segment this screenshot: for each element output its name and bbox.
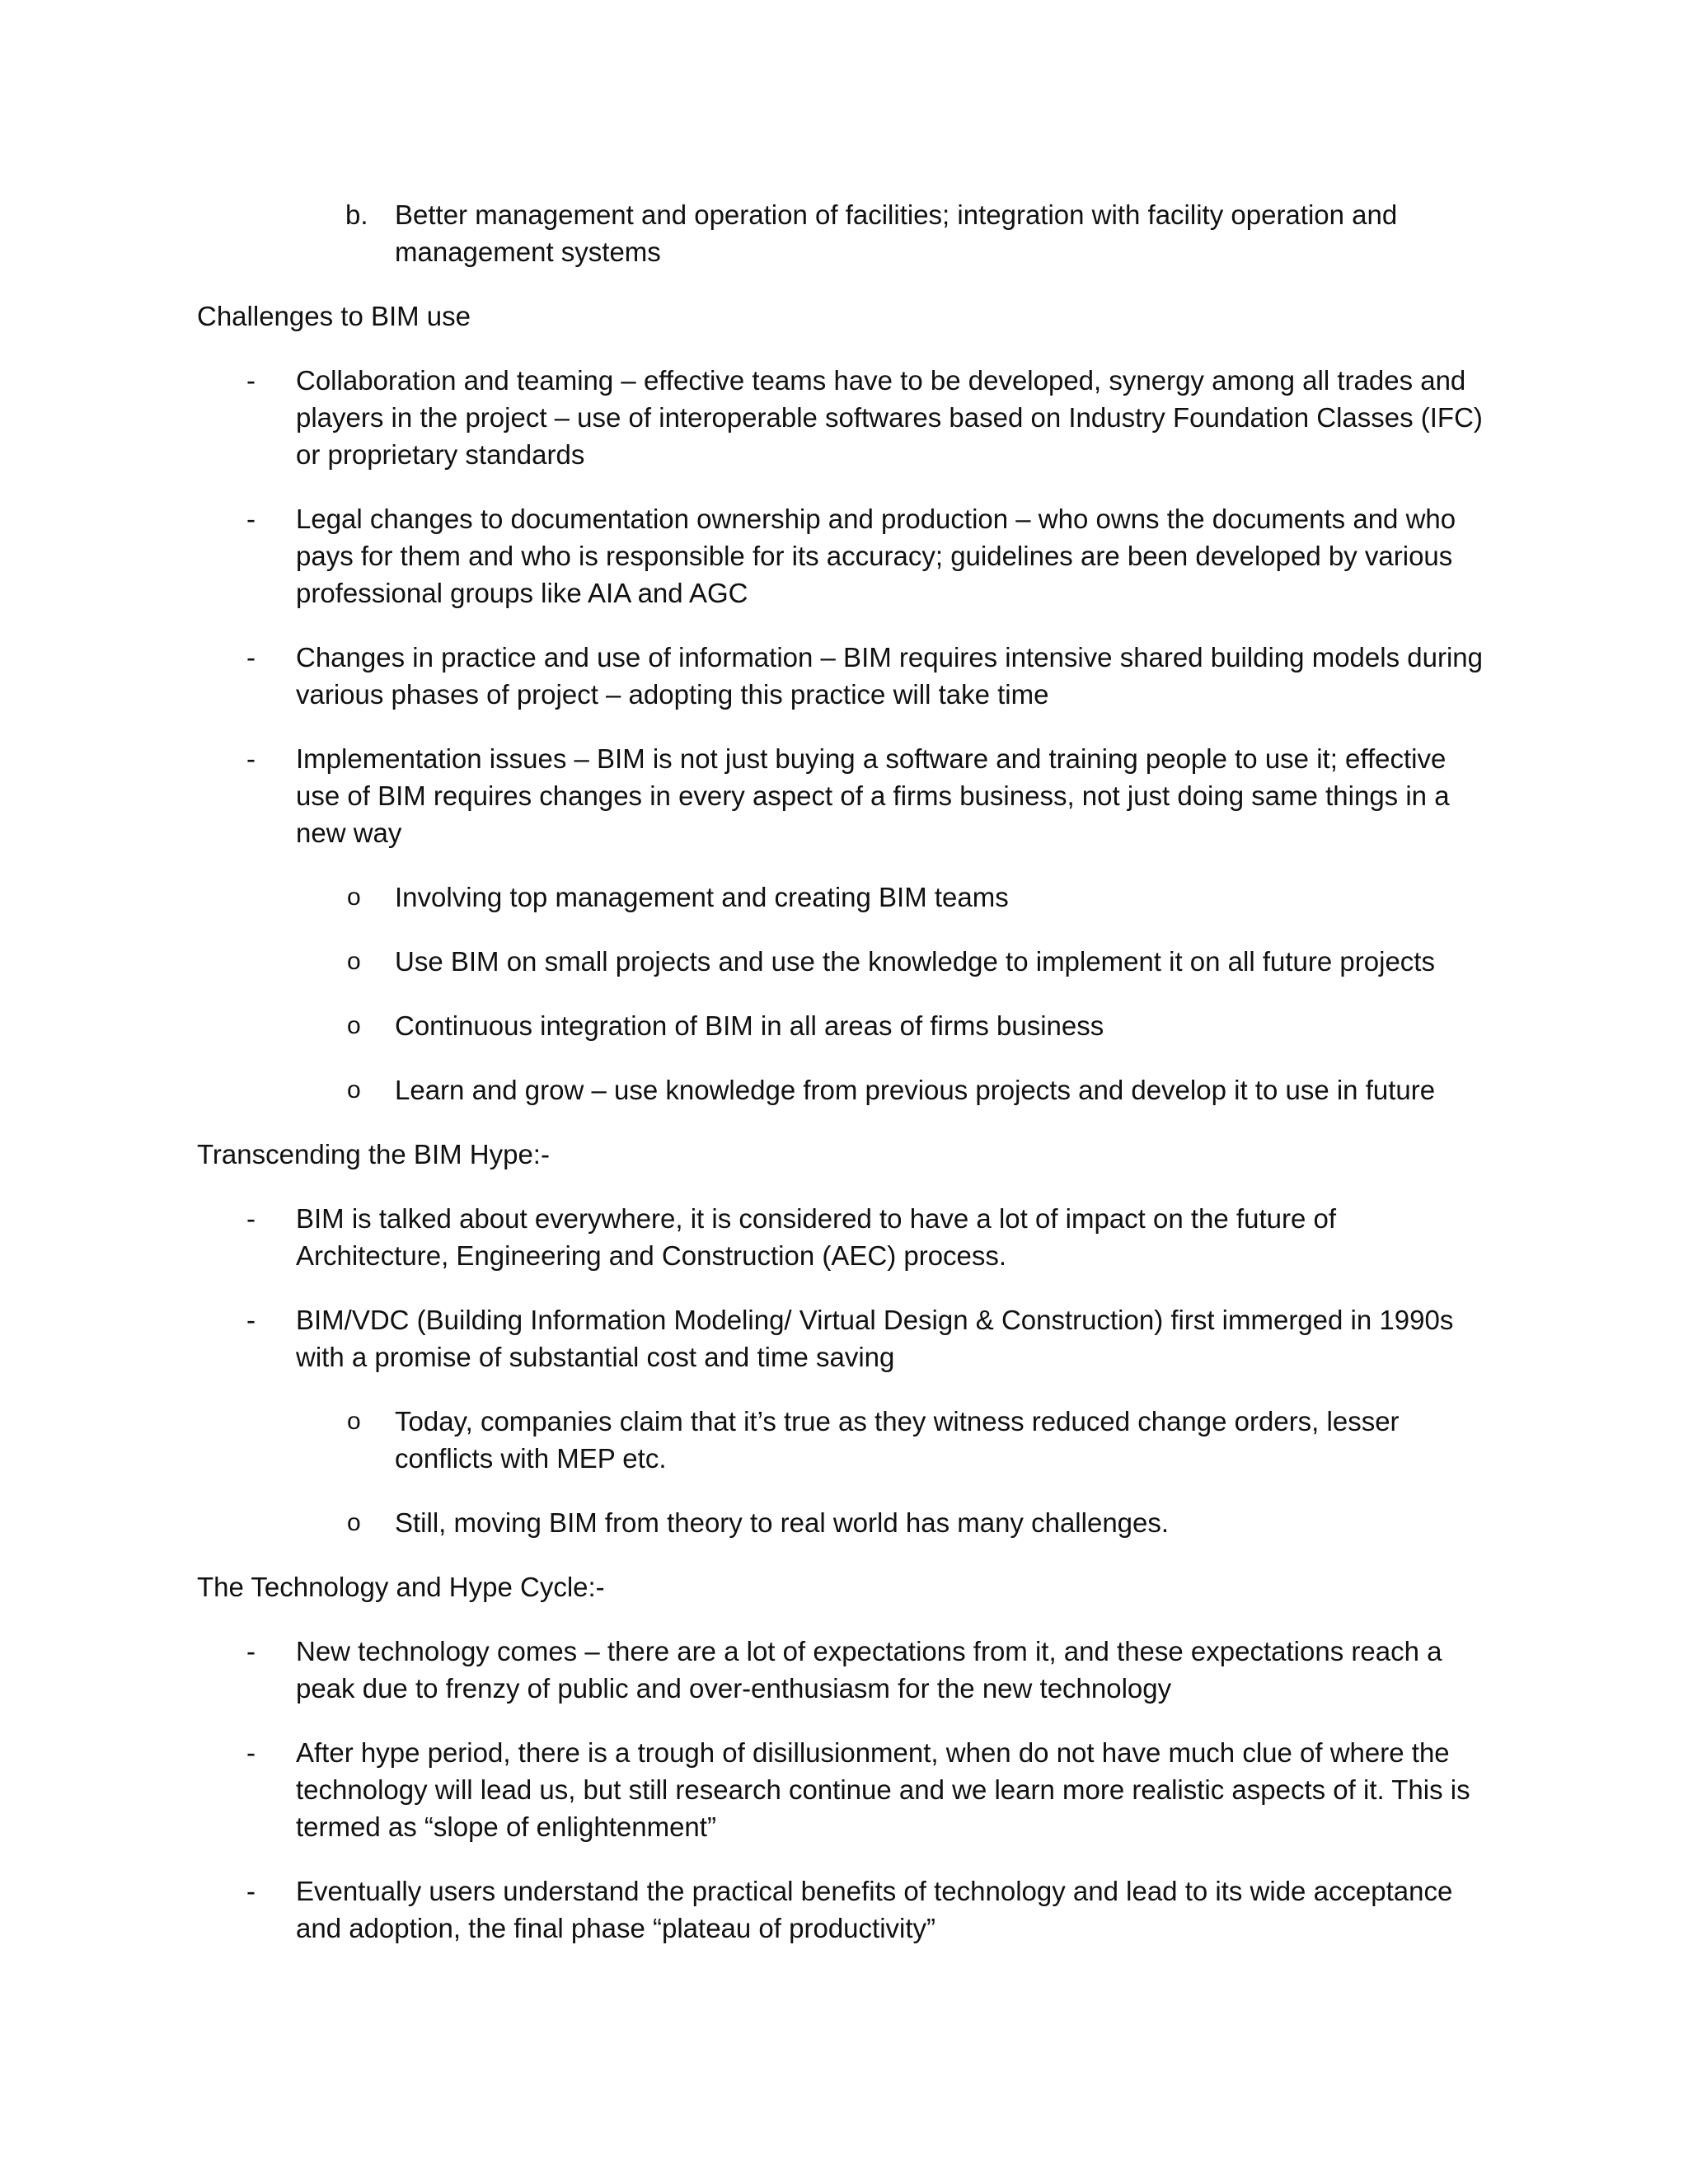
bullet-item bbox=[197, 740, 1483, 851]
dash-marker: - bbox=[246, 1636, 256, 1666]
dash-marker: - bbox=[246, 642, 256, 673]
bullet-item bbox=[197, 1872, 1483, 1947]
circle-marker: o bbox=[347, 1076, 361, 1104]
bullet-text: Eventually users understand the practical benefits of technology and lead to its wide acceptance and adoption, the final phase “plateau of productivity” bbox=[296, 1876, 1453, 1943]
dash-marker: - bbox=[246, 743, 256, 774]
dash-marker: - bbox=[246, 1737, 256, 1768]
sub-bullet-text: Involving top management and creating BIM teams bbox=[395, 882, 1009, 912]
dash-marker: - bbox=[246, 1305, 256, 1335]
circle-marker: o bbox=[347, 883, 361, 911]
bullet-item bbox=[197, 1633, 1483, 1707]
sub-bullet-text: Still, moving BIM from theory to real world has many challenges. bbox=[395, 1507, 1170, 1538]
section-heading-bim-hype: Transcending the BIM Hype:- bbox=[197, 1139, 550, 1169]
bullet-text: After hype period, there is a trough of disillusionment, when do not have much clue of where the technology will lead us, but still research continue and we learn more realistic aspects of it. This is termed as “slope of enlightenment” bbox=[296, 1737, 1470, 1842]
dash-marker: - bbox=[246, 504, 256, 534]
sub-bullet-item bbox=[197, 879, 1483, 916]
list-marker: b. bbox=[345, 199, 368, 230]
circle-marker: o bbox=[347, 1012, 361, 1039]
bullet-item bbox=[197, 639, 1483, 713]
list-item-text: Better management and operation of facilities; integration with facility operation and management systems bbox=[395, 199, 1398, 267]
bullet-text: BIM is talked about everywhere, it is considered to have a lot of impact on the future of Architecture, Engineering and Construction (AEC) process. bbox=[296, 1203, 1337, 1271]
bullet-item bbox=[197, 1200, 1483, 1274]
circle-marker: o bbox=[347, 1408, 361, 1435]
sub-bullet-item bbox=[197, 1007, 1483, 1044]
bullet-text: BIM/VDC (Building Information Modeling/ Virtual Design & Construction) first immerged in 1990s with a promise of substantial cost and time saving bbox=[296, 1305, 1454, 1372]
bullet-item bbox=[197, 500, 1483, 612]
dash-marker: - bbox=[246, 1203, 256, 1234]
section-heading-hype-cycle: The Technology and Hype Cycle:- bbox=[197, 1572, 605, 1602]
list-item-b bbox=[197, 196, 1483, 270]
bullet-item bbox=[197, 1734, 1483, 1845]
bullet-text: Legal changes to documentation ownership and production – who owns the documents and who pays for them and who is responsible for its accuracy; guidelines are been developed by various professional groups like AIA and AGC bbox=[296, 504, 1456, 608]
bullet-text: New technology comes – there are a lot of expectations from it, and these expectations reach a peak due to frenzy of public and over-enthusiasm for the new technology bbox=[296, 1636, 1442, 1704]
bullet-text: Changes in practice and use of information – BIM requires intensive shared building models during various phases of project – adopting this practice will take time bbox=[296, 642, 1483, 710]
dash-marker: - bbox=[246, 1876, 256, 1906]
bullet-text: Implementation issues – BIM is not just buying a software and training people to use it; effective use of BIM requires changes in every aspect of a firms business, not just doing same things in a new way bbox=[296, 743, 1450, 848]
sub-bullet-item bbox=[197, 1071, 1483, 1108]
bullet-item bbox=[197, 1301, 1483, 1376]
sub-bullet-text: Learn and grow – use knowledge from previous projects and develop it to use in future bbox=[395, 1075, 1436, 1105]
sub-bullet-text: Today, companies claim that it’s true as they witness reduced change orders, lesser conflicts with MEP etc. bbox=[395, 1406, 1400, 1474]
sub-bullet-text: Continuous integration of BIM in all areas of firms business bbox=[395, 1010, 1104, 1041]
section-heading-challenges: Challenges to BIM use bbox=[197, 301, 471, 331]
circle-marker: o bbox=[347, 948, 361, 975]
dash-marker: - bbox=[246, 365, 256, 396]
sub-bullet-item bbox=[197, 1403, 1483, 1477]
sub-bullet-item bbox=[197, 1504, 1483, 1541]
circle-marker: o bbox=[347, 1509, 361, 1536]
bullet-item bbox=[197, 362, 1483, 473]
sub-bullet-text: Use BIM on small projects and use the knowledge to implement it on all future projects bbox=[395, 946, 1435, 977]
sub-bullet-item bbox=[197, 943, 1483, 980]
document-body bbox=[197, 196, 1483, 1974]
bullet-text: Collaboration and teaming – effective teams have to be developed, synergy among all trades and players in the project – use of interoperable softwares based on Industry Foundation Classes (IFC) or proprietary standards bbox=[296, 365, 1483, 470]
